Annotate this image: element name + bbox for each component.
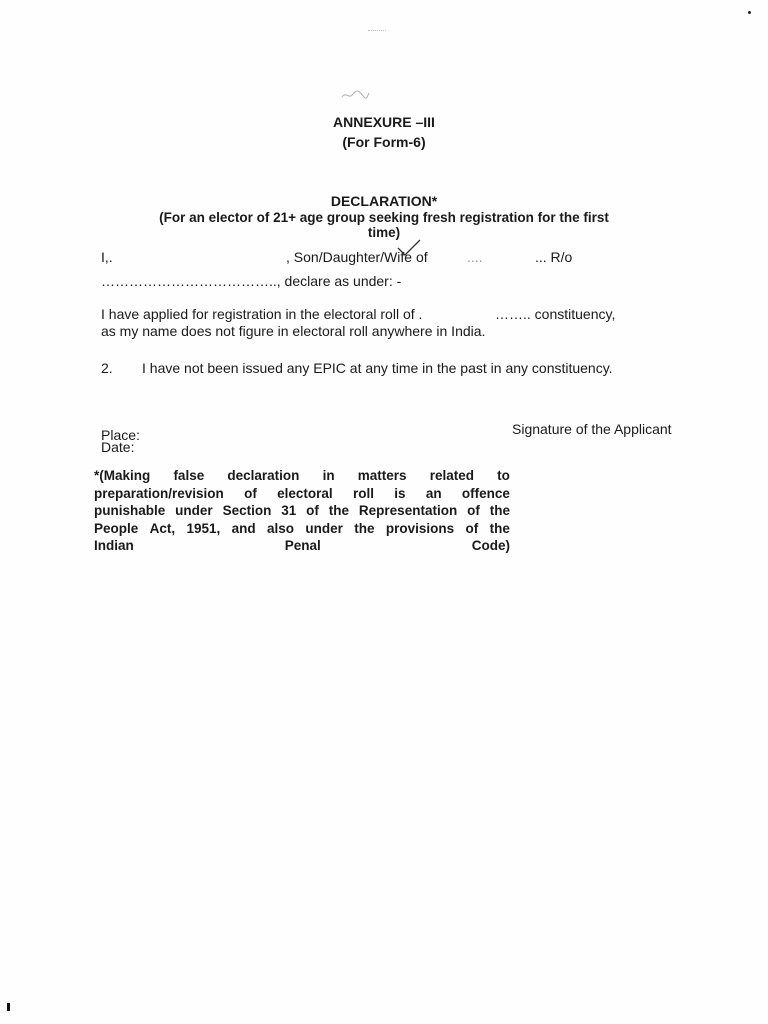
note-word: Indian <box>94 538 134 553</box>
blank-field-dots: .... <box>467 249 483 265</box>
note-word: also <box>267 520 295 536</box>
false-declaration-note <box>94 467 510 555</box>
note-row <box>94 520 510 538</box>
note-word: false <box>173 468 205 483</box>
note-word: Section <box>222 503 272 518</box>
date-label: Date: <box>101 439 135 455</box>
note-row <box>94 485 510 503</box>
point-number: 2. <box>101 360 113 376</box>
note-word: the <box>354 520 375 536</box>
note-word: and <box>231 520 256 536</box>
note-word: punishable <box>94 503 166 518</box>
note-word: to <box>497 468 510 483</box>
note-word: 1951, <box>186 520 221 536</box>
declaration-heading: DECLARATION* <box>330 193 438 209</box>
scan-mark <box>368 30 386 37</box>
note-row <box>94 537 510 555</box>
note-word: matters <box>357 468 407 483</box>
form-reference: (For Form-6) <box>342 134 426 150</box>
annexure-title: ANNEXURE –III <box>333 114 435 130</box>
declaration-subheading-continued: time) <box>367 225 401 240</box>
note-word: in <box>322 468 335 483</box>
note-word: Penal <box>284 538 321 553</box>
note-word: of <box>244 485 257 501</box>
note-row <box>94 467 510 485</box>
note-word: *(Making <box>94 468 151 483</box>
note-word: under <box>175 503 213 518</box>
note-word: offence <box>461 485 510 501</box>
note-word: electoral <box>277 485 333 501</box>
scan-speck <box>748 11 751 14</box>
check-mark-icon <box>396 238 422 258</box>
note-word: provisions <box>385 520 455 536</box>
signature-label: Signature of the Applicant <box>512 421 672 437</box>
place-label: Place: <box>101 427 140 443</box>
declaration-subheading: (For an elector of 21+ age group seeking fresh registration for the first <box>159 210 609 225</box>
note-word: preparation/revision <box>94 485 224 501</box>
note-word: Act, <box>149 520 176 536</box>
note-word: under <box>305 520 343 536</box>
registration-statement-continued: as my name does not figure in electoral roll anywhere in India. <box>101 323 486 339</box>
note-word: 31 <box>281 503 297 518</box>
note-word: of <box>467 503 480 518</box>
handwritten-mark <box>340 88 370 102</box>
note-word: related <box>429 468 474 483</box>
note-word: Code) <box>471 538 510 553</box>
note-word: an <box>425 485 442 501</box>
residence-label: ... R/o <box>535 249 573 265</box>
note-word: the <box>489 503 510 518</box>
note-row <box>94 502 510 520</box>
scan-speck <box>7 1003 10 1011</box>
note-word: the <box>489 520 510 536</box>
note-word: of <box>465 520 479 536</box>
address-line: ……………………………….., declare as under: - <box>101 273 402 289</box>
note-word: Representation <box>358 503 458 518</box>
relation-label: , Son/Daughter/Wife of <box>286 249 428 265</box>
note-word: declaration <box>227 468 300 483</box>
note-word: roll <box>352 485 374 501</box>
registration-statement: I have applied for registration in the electoral roll of . <box>101 306 423 322</box>
note-word: of <box>306 503 319 518</box>
constituency-label: …….. constituency, <box>495 306 616 322</box>
note-word: People <box>94 520 139 536</box>
note-word: the <box>328 503 350 518</box>
applicant-name-prefix: I,. <box>101 249 113 265</box>
note-word: is <box>394 485 406 501</box>
epic-statement: I have not been issued any EPIC at any time in the past in any constituency. <box>142 360 613 376</box>
